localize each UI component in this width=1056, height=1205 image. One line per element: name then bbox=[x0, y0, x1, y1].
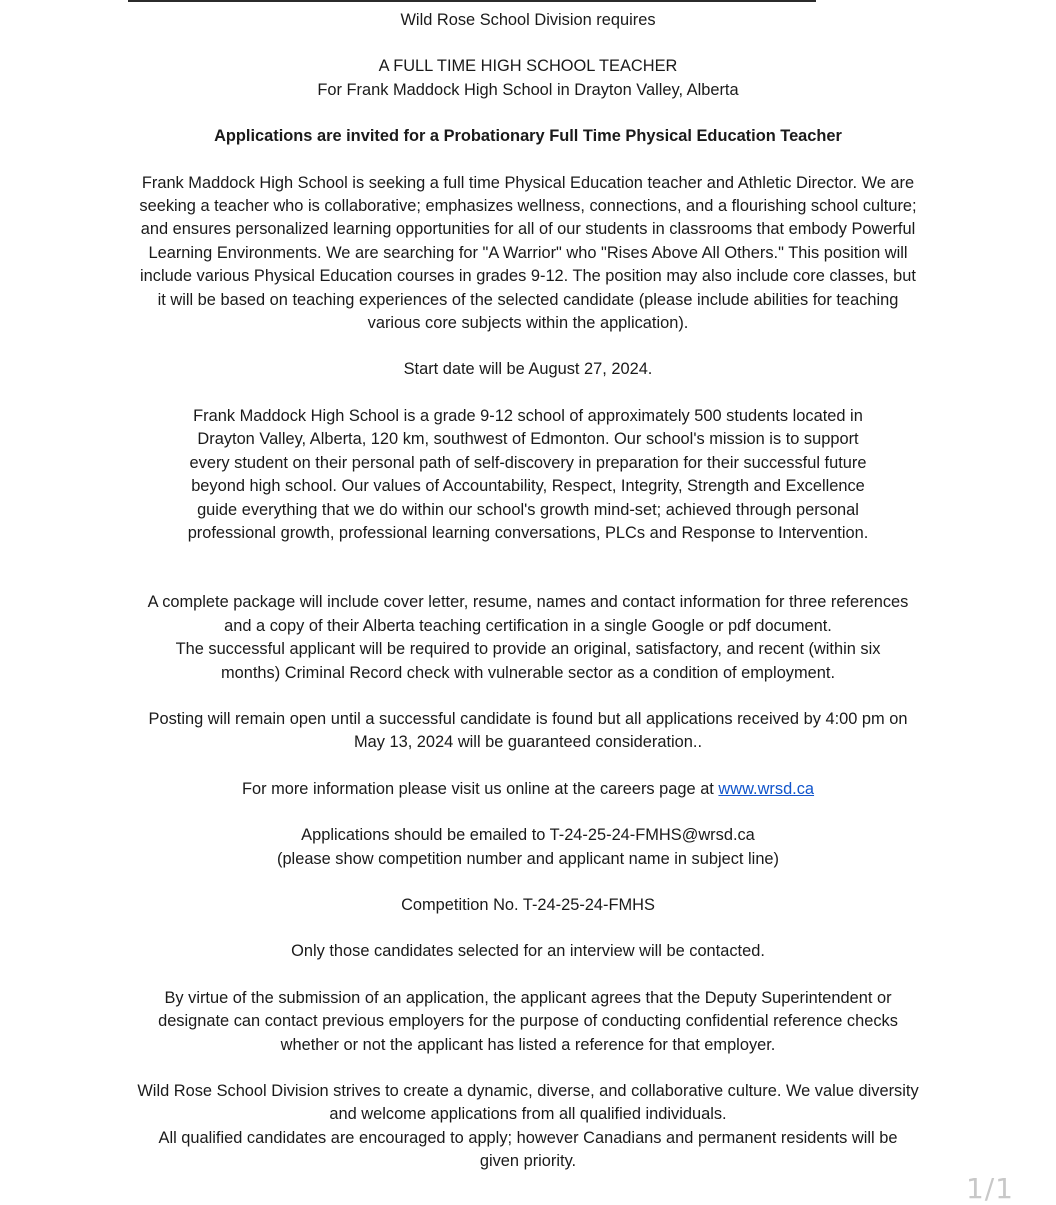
intro-line: Wild Rose School Division requires bbox=[400, 11, 656, 29]
text-line: and ensures personalized learning opportunities for all of our students in classrooms that embody Powerful bbox=[140, 220, 916, 239]
start-date: Start date will be August 27, 2024. bbox=[403, 360, 653, 379]
text-line: May 13, 2024 will be guaranteed consideration.. bbox=[353, 733, 703, 752]
text-line: Frank Maddock High School is a grade 9-12 school of approximately 500 students located in bbox=[193, 406, 863, 425]
reference-check-notice bbox=[110, 987, 946, 1057]
text-line: seeking a teacher who is collaborative; emphasizes wellness, connections, and a flourishing school culture; bbox=[139, 197, 917, 216]
title-line-1: A FULL TIME HIGH SCHOOL TEACHER bbox=[378, 57, 678, 76]
text-line: various core subjects within the application). bbox=[367, 314, 689, 333]
text-line: All qualified candidates are encouraged to apply; however Canadians and permanent residents will be bbox=[158, 1128, 898, 1147]
page-indicator: 1/1 bbox=[965, 1172, 1014, 1205]
diversity-statement bbox=[110, 1080, 946, 1174]
text-line: Wild Rose School Division strives to create a dynamic, diverse, and collaborative culture. We value diversity bbox=[137, 1082, 919, 1100]
posting-deadline bbox=[110, 708, 946, 755]
text-line: guide everything that we do within our school's growth mind-set; achieved through personal bbox=[197, 500, 859, 519]
text-line: Posting will remain open until a successful candidate is found but all applications received by 4:00 pm on bbox=[148, 709, 908, 728]
text-line: include various Physical Education courses in grades 9-12. The position may also include core classes, but bbox=[140, 267, 916, 286]
more-info bbox=[110, 778, 946, 801]
text-line: whether or not the applicant has listed a reference for that employer. bbox=[280, 1035, 776, 1054]
text-line: By virtue of the submission of an application, the applicant agrees that the Deputy Superintendent or bbox=[164, 988, 892, 1007]
position-description bbox=[110, 172, 946, 336]
text-line: beyond high school. Our values of Accountability, Respect, Integrity, Strength and Excellence bbox=[191, 477, 865, 496]
careers-link[interactable]: www.wrsd.ca bbox=[718, 779, 815, 798]
text-line: every student on their personal path of self-discovery in preparation for their successful future bbox=[189, 453, 867, 472]
posting-heading: Applications are invited for a Probationary Full Time Physical Education Teacher bbox=[214, 127, 842, 146]
text-line: professional growth, professional learning conversations, PLCs and Response to Intervention. bbox=[187, 523, 869, 542]
text-line: given priority. bbox=[479, 1152, 577, 1171]
text-line: The successful applicant will be required to provide an original, satisfactory, and recent (within six bbox=[175, 640, 881, 659]
contact-note: Only those candidates selected for an interview will be contacted. bbox=[291, 942, 765, 961]
text-line: Frank Maddock High School is seeking a full time Physical Education teacher and Athletic Director. We are bbox=[141, 173, 915, 192]
text-line: months) Criminal Record check with vulnerable sector as a condition of employment. bbox=[220, 663, 835, 682]
text-line: Drayton Valley, Alberta, 120 km, southwest of Edmonton. Our school's mission is to support bbox=[197, 430, 859, 449]
job-posting-document bbox=[110, 9, 946, 1174]
competition-number: Competition No. T-24-25-24-FMHS bbox=[401, 895, 655, 914]
text-line: Learning Environments. We are searching for "A Warrior" who "Rises Above All Others." This position will bbox=[148, 243, 908, 262]
application-package bbox=[110, 591, 946, 685]
more-info-text: For more information please visit us online at the careers page at bbox=[241, 779, 719, 798]
text-line: designate can contact previous employers for the purpose of conducting confidential reference checks bbox=[158, 1012, 898, 1031]
text-line: it will be based on teaching experiences of the selected candidate (please include abilities for teaching bbox=[157, 290, 899, 309]
apply-email: Applications should be emailed to T-24-25-24-FMHS@wrsd.ca bbox=[301, 826, 755, 845]
text-line: and welcome applications from all qualified individuals. bbox=[329, 1105, 727, 1124]
title-line-2: For Frank Maddock High School in Drayton Valley, Alberta bbox=[317, 80, 739, 99]
text-line: A complete package will include cover letter, resume, names and contact information for three references bbox=[147, 593, 909, 612]
apply-subject-note: (please show competition number and applicant name in subject line) bbox=[276, 849, 780, 868]
text-line: and a copy of their Alberta teaching certification in a single Google or pdf document. bbox=[224, 616, 832, 635]
school-description bbox=[110, 405, 946, 545]
top-divider bbox=[128, 0, 816, 2]
